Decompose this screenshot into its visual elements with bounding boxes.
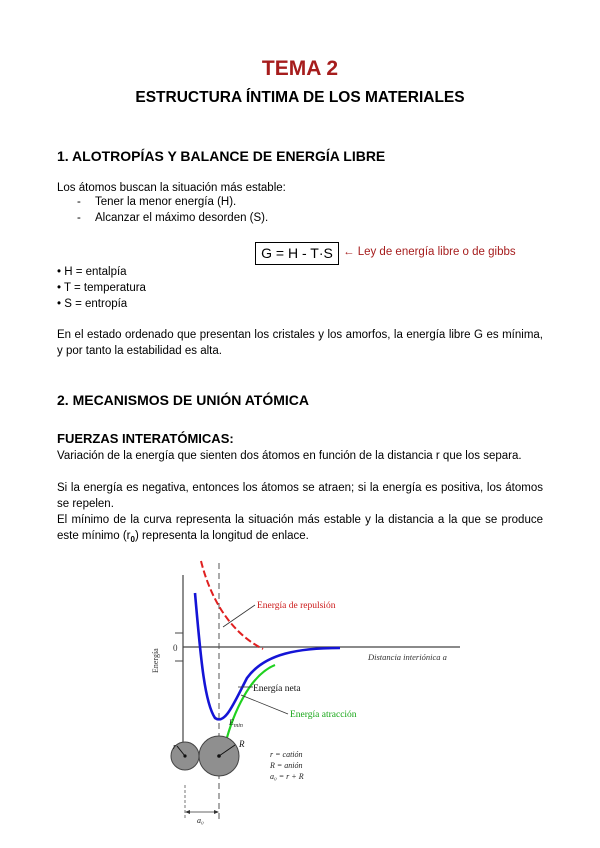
tema-title: TEMA 2 bbox=[261, 57, 339, 80]
energy-diagram bbox=[135, 553, 465, 828]
attraction-label: Energía atracción bbox=[290, 710, 357, 720]
bullet-h: • H = entalpía bbox=[57, 266, 127, 278]
net-label: Energía neta bbox=[253, 684, 301, 694]
section2-subheading: FUERZAS INTERATÓMICAS: bbox=[57, 431, 234, 446]
legend-cation: r = catión bbox=[270, 750, 303, 759]
gibbs-formula: G = H - T·S bbox=[255, 242, 339, 265]
bullet-t: • T = temperatura bbox=[57, 282, 146, 294]
section2-paragraph-2: Si la energía es negativa, entonces los átomos se atraen; si la energía es positiva, los átomos se repelen. bbox=[57, 482, 543, 510]
legend-anion: R = anión bbox=[270, 761, 303, 770]
section1-intro: Los átomos buscan la situación más estable: bbox=[57, 182, 286, 194]
y-axis-label: Energía bbox=[151, 648, 160, 673]
section1-heading: 1. ALOTROPÍAS Y BALANCE DE ENERGÍA LIBRE bbox=[57, 148, 386, 164]
formula-note: ← Ley de energía libre o de gibbs bbox=[343, 246, 516, 258]
repulsion-label: Energía de repulsión bbox=[257, 601, 336, 611]
bullet-s: • S = entropía bbox=[57, 298, 128, 310]
a0-label: a₀ bbox=[197, 816, 204, 825]
legend-a0: a₀ = r + R bbox=[270, 772, 304, 781]
document-title: ESTRUCTURA ÍNTIMA DE LOS MATERIALES bbox=[135, 89, 465, 106]
section2-heading: 2. MECANISMOS DE UNIÓN ATÓMICA bbox=[57, 392, 310, 408]
cation-radius-label: r bbox=[173, 742, 177, 751]
section1-paragraph: En el estado ordenado que presentan los cristales y los amorfos, la energía libre G es mínima, y por tanto la estabilidad es alta. bbox=[57, 329, 543, 357]
x-axis-label: Distancia interiónica a bbox=[368, 652, 447, 662]
zero-label: 0 bbox=[173, 643, 178, 653]
document-page: TEMA 2 ESTRUCTURA ÍNTIMA DE LOS MATERIALES 1. ALOTROPÍAS Y BALANCE DE ENERGÍA LIBRE Los átomos buscan la situación más estable: - Tener la menor energía (H). - Alcanzar el máximo desorden (S). G = H - T·S ← Ley de energía libre o de gibbs • H = entalpía • T = temperatura • S = entropía En el estado ordenado que presentan los cristales y los amorfos, la energía libre G es mínima, y por tanto la estabilidad es alta. 2. MECANISMOS DE UNIÓN ATÓMICA FUERZAS INTERATÓMICAS: Variación de la energía que sienten dos átomos en función de la distancia r que los separa. Si la energía es negativa, entonces los átomos se atraen; si la energía es positiva, los átomos se repelen. El mínimo de la curva representa la situación más estable y la distancia a la que se produce este mínimo $(r_0)$ representa la longitud de enlace. Energía 0 Distancia interiónica a Energía de repulsión Energía neta Energía atracción $E_{min}$ r R r = catión R = anión a₀ = r + R a₀ bbox=[0, 0, 600, 848]
section2-paragraph-3: El mínimo de la curva representa la situación más estable y la distancia a la que se produce este mínimo $(r_0)$ representa la longitud de enlace. bbox=[57, 514, 543, 544]
section2-paragraph-1: Variación de la energía que sienten dos átomos en función de la distancia r que los separa. bbox=[57, 450, 522, 462]
anion-radius-label: R bbox=[239, 739, 245, 749]
emin-label: $E_{min}$ bbox=[229, 718, 243, 729]
